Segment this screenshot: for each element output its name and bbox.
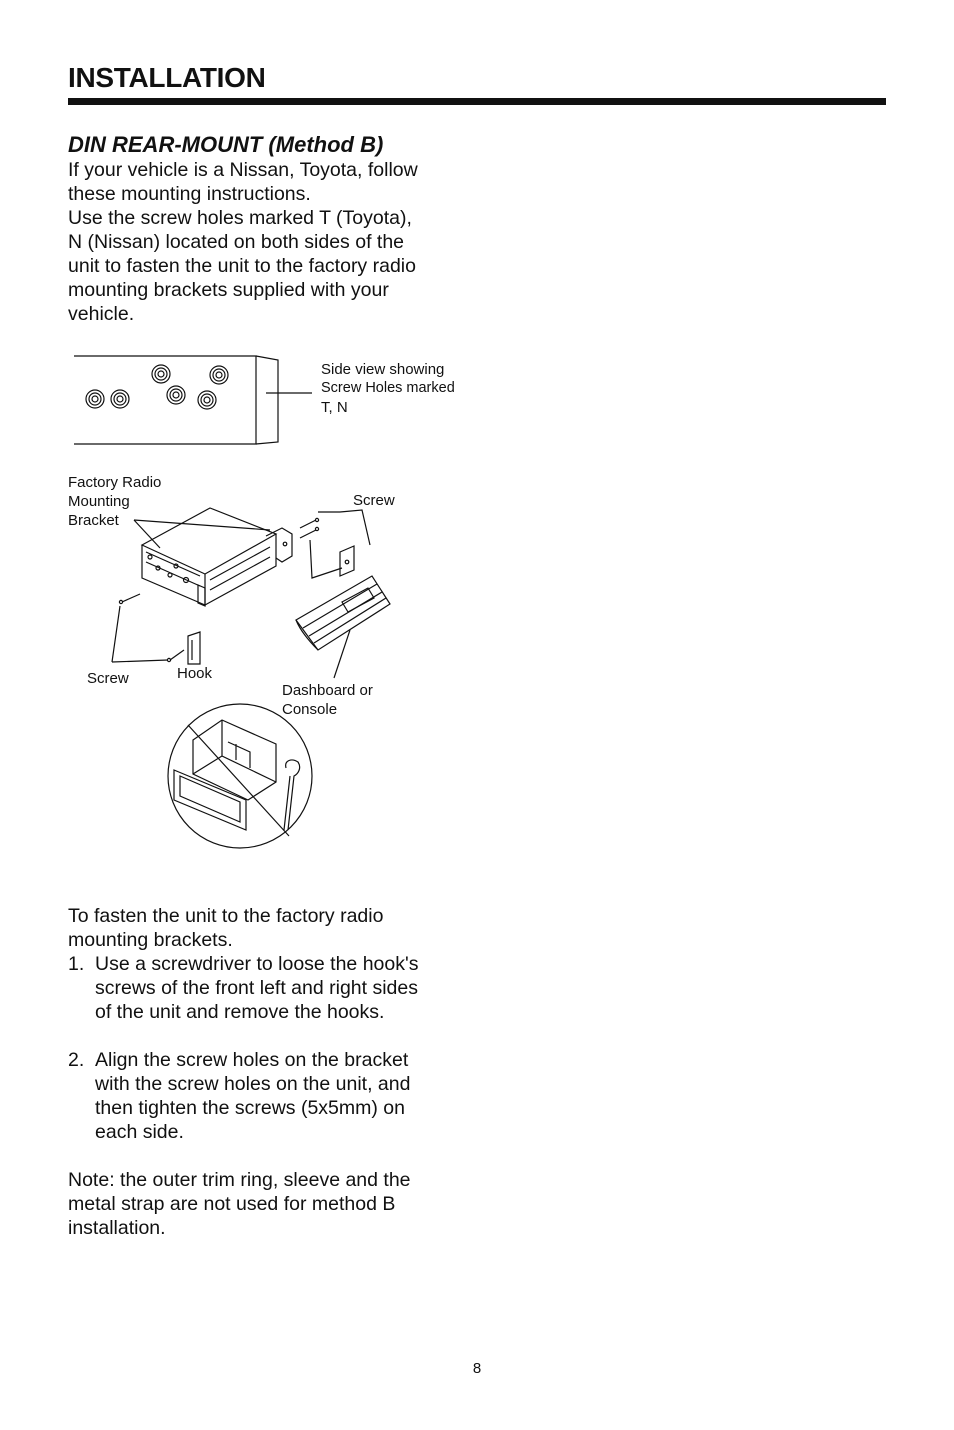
note-line: metal strap are not used for method B: [68, 1193, 396, 1215]
page-number: 8: [472, 1360, 482, 1377]
lead-line: mounting brackets.: [68, 929, 233, 951]
screw-icon: [300, 527, 319, 538]
note-line: installation.: [68, 1217, 166, 1239]
intro-line: Use the screw holes marked T (Toyota),: [68, 207, 412, 229]
head-unit-illustration: [142, 508, 276, 606]
screw-hole-icon: [152, 365, 170, 383]
dashboard-label: [282, 681, 373, 719]
hook-illustration: [188, 632, 200, 664]
step-line: screws of the front left and right sides: [95, 977, 418, 999]
screw-hole-icon: [210, 366, 228, 384]
screw-hole-icon: [198, 391, 216, 409]
screw-icon: [300, 518, 319, 528]
bracket-label-line: Factory Radio: [68, 474, 162, 491]
step-item: [68, 952, 488, 1048]
lead-line: To fasten the unit to the factory radio: [68, 905, 384, 927]
step-line: each side.: [95, 1121, 184, 1143]
note-line: Note: the outer trim ring, sleeve and the: [68, 1169, 411, 1191]
step-line: Align the screw holes on the bracket: [95, 1049, 409, 1071]
bracket-label-line: Mounting: [68, 493, 130, 510]
intro-line: If your vehicle is a Nissan, Toyota, follow: [68, 159, 418, 181]
side-view-label-line: Screw Holes marked: [321, 380, 455, 396]
side-bracket-illustration: [340, 546, 354, 576]
dashboard-label-line: Console: [282, 701, 338, 718]
dashboard-console-illustration: [296, 576, 390, 650]
screw-hole-icon: [86, 390, 104, 408]
intro-line: mounting brackets supplied with your: [68, 279, 389, 301]
side-view-unit-illustration: [74, 356, 312, 444]
intro-line: these mounting instructions.: [68, 183, 311, 205]
page-title: INSTALLATION: [68, 62, 266, 93]
step-item: [68, 1048, 488, 1144]
step-line: Use a screwdriver to loose the hook's: [95, 953, 419, 975]
side-view-label-line: T, N: [321, 399, 348, 416]
screw-label-bottom: Screw: [87, 670, 129, 687]
factory-bracket-label: [68, 473, 161, 530]
screw-icon: [119, 594, 140, 604]
instructions-block: [68, 904, 488, 1240]
not-used-items-illustration: [168, 704, 312, 848]
intro-line: unit to fasten the unit to the factory radio: [68, 255, 416, 277]
intro-line: N (Nissan) located on both sides of the: [68, 231, 405, 253]
bracket-label-line: Bracket: [68, 512, 119, 529]
side-view-label-line: Side view showing: [321, 361, 445, 378]
step-line: then tighten the screws (5x5mm) on: [95, 1097, 405, 1119]
step-number: 2.: [68, 1049, 85, 1071]
section-heading: DIN REAR-MOUNT (Method B): [68, 132, 384, 157]
screw-hole-icon: [111, 390, 129, 408]
steps-list: [68, 952, 488, 1144]
step-number: 1.: [68, 953, 85, 975]
side-view-label: [321, 360, 455, 417]
dashboard-label-line: Dashboard or: [282, 682, 373, 699]
intro-line: vehicle.: [68, 303, 135, 325]
screw-label-top: Screw: [353, 492, 395, 509]
screw-hole-icon: [167, 386, 185, 404]
hook-label: Hook: [177, 665, 213, 682]
step-line: of the unit and remove the hooks.: [95, 1001, 385, 1023]
step-line: with the screw holes on the unit, and: [95, 1073, 411, 1095]
